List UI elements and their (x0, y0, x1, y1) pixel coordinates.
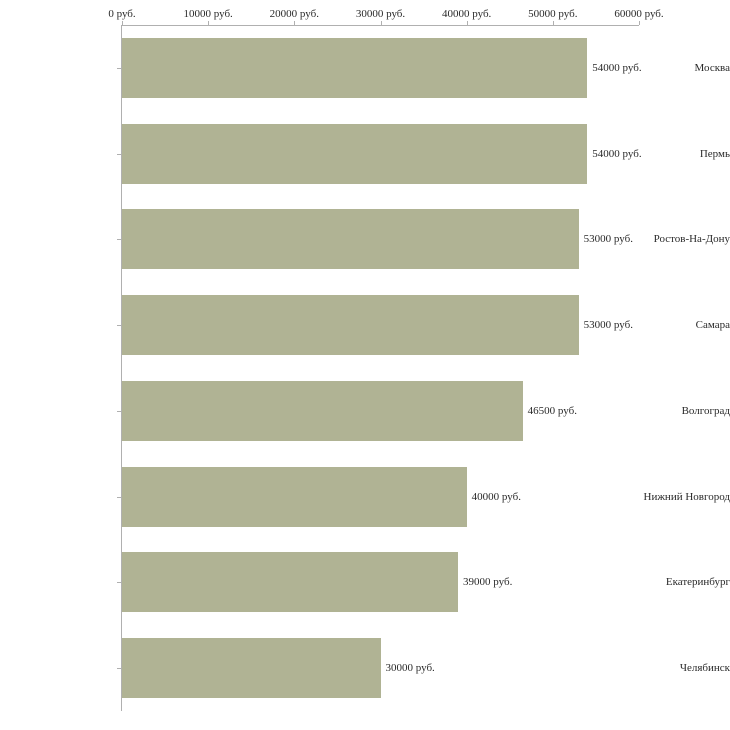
bar[interactable] (122, 638, 381, 698)
y-axis-category-label: Ростов-На-Дону (653, 233, 730, 246)
y-axis-category-label: Волгоград (681, 404, 730, 417)
bar[interactable] (122, 38, 587, 98)
y-axis-tick-mark (117, 668, 121, 669)
bar-value-label: 53000 руб. (583, 319, 633, 332)
bar-row (0, 467, 730, 527)
bar-row (0, 38, 730, 98)
bar[interactable] (122, 209, 579, 269)
bar-value-label: 46500 руб. (527, 404, 577, 417)
x-axis-tick-mark (208, 21, 209, 25)
x-axis-tick-mark (294, 21, 295, 25)
y-axis-tick-mark (117, 239, 121, 240)
bar-value-label: 54000 руб. (592, 61, 642, 74)
bar[interactable] (122, 552, 458, 612)
bar-row (0, 124, 730, 184)
x-axis-tick-label: 30000 руб. (355, 8, 406, 20)
bar-row (0, 209, 730, 269)
x-axis-tick-label: 0 руб. (108, 8, 136, 20)
bar-value-label: 30000 руб. (385, 662, 435, 675)
x-axis-tick-label: 50000 руб. (528, 8, 578, 20)
bar-value-label: 40000 руб. (471, 490, 521, 503)
y-axis-category-label: Москва (694, 61, 730, 74)
x-axis-tick-mark (122, 21, 123, 25)
y-axis-category-label: Пермь (699, 147, 730, 160)
bar-row (0, 552, 730, 612)
y-axis-tick-mark (117, 582, 121, 583)
y-axis-category-label: Нижний Новгород (643, 490, 730, 503)
y-axis-tick-mark (117, 411, 121, 412)
x-axis-tick-label: 60000 руб. (614, 8, 664, 20)
bar-value-label: 39000 руб. (463, 576, 513, 589)
y-axis-tick-mark (117, 325, 121, 326)
y-axis-category-label: Екатеринбург (665, 576, 730, 589)
x-axis-tick-label: 10000 руб. (183, 8, 233, 20)
x-axis-tick-mark (639, 21, 640, 25)
bar-row (0, 295, 730, 355)
bar-row (0, 381, 730, 441)
bar[interactable] (122, 467, 467, 527)
x-axis-tick-mark (553, 21, 554, 25)
y-axis-tick-mark (117, 497, 121, 498)
bar-value-label: 53000 руб. (583, 233, 633, 246)
x-axis-tick-label: 20000 руб. (269, 8, 319, 20)
bar-value-label: 54000 руб. (592, 147, 642, 160)
x-axis-tick-mark (381, 21, 382, 25)
y-axis-category-label: Челябинск (679, 662, 730, 675)
x-axis-line (121, 25, 639, 26)
y-axis-tick-mark (117, 154, 121, 155)
bar[interactable] (122, 295, 579, 355)
x-axis-tick-mark (467, 21, 468, 25)
x-axis-tick-label: 40000 руб. (442, 8, 492, 20)
y-axis-category-label: Самара (695, 319, 730, 332)
bar[interactable] (122, 124, 587, 184)
bar[interactable] (122, 381, 523, 441)
y-axis-tick-mark (117, 68, 121, 69)
bar-row (0, 638, 730, 698)
